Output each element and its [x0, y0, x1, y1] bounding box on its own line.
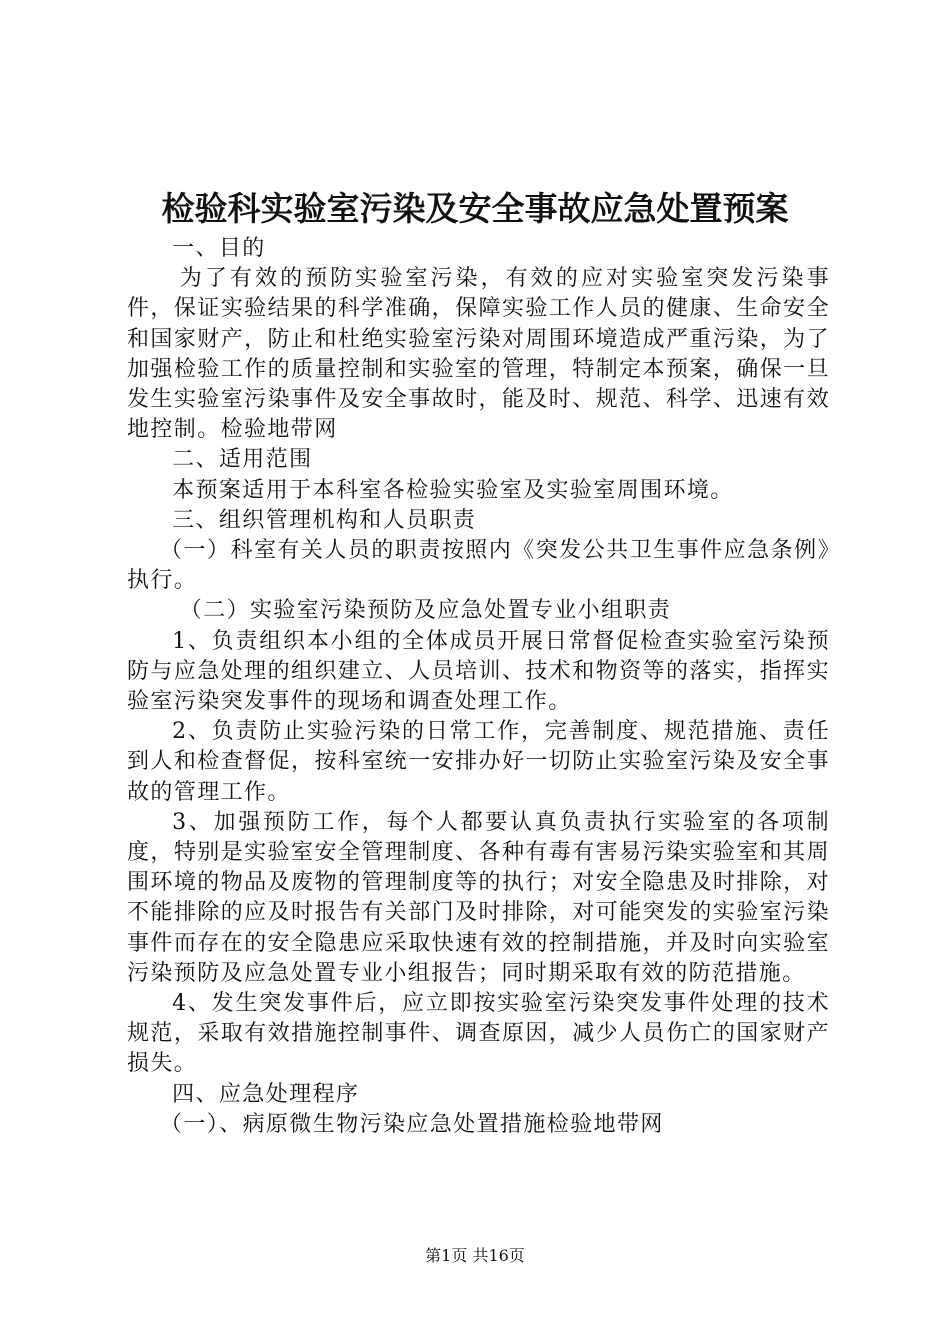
- paragraph-procedure-item-1: （一）、病原微生物污染应急处置措施检验地带网: [160, 1111, 664, 1137]
- section-heading-purpose: 一、目的: [172, 236, 266, 261]
- paragraph-duty-1: 1、负责组织本小组的全体成员开展日常督促检查实验室污染预防与应急处理的组织建立、人员培训、技术和物资等的落实，指挥实验室污染突发事件的现场和调查处理工作。: [127, 628, 830, 715]
- paragraph-scope: 本预案适用于本科室各检验实验室及实验室周围环境。: [172, 477, 734, 503]
- paragraph-purpose: 为了有效的预防实验室污染，有效的应对实验室突发污染事件，保证实验结果的科学准确，保障实验工作人员的健康、生命安全和国家财产，防止和杜绝实验室污染对周围环境造成严重污染，为了加强检验工作的质量控制和实验室的管理，特制定本预案，确保一旦发生实验室污染事件及安全事故时，能及时、规范、科学、迅速有效地控制。检验地带网: [127, 266, 830, 443]
- paragraph-duty-2: 2、负责防止实验污染的日常工作，完善制度、规范措施、责任到人和检查督促，按科室统一安排办好一切防止实验室污染及安全事故的管理工作。: [127, 719, 830, 805]
- paragraph-org-item-2: （二）实验室污染预防及应急处置专业小组职责: [179, 598, 672, 624]
- document-body: [127, 234, 830, 1140]
- section-heading-procedure: 四、应急处理程序: [172, 1081, 360, 1107]
- section-heading-organization: 三、组织管理机构和人员职责: [172, 507, 477, 533]
- paragraph-duty-3: 3、加强预防工作，每个人都要认真负责执行实验室的各项制度，特别是实验室安全管理制度、各种有毒有害易污染实验室和其周围环境的物品及废物的管理制度等的执行；对安全隐患及时排除，对不能排除的应及时报告有关部门及时排除，对可能突发的实验室污染事件而存在的安全隐患应采取快速有效的控制措施，并及时向实验室污染预防及应急处置专业小组报告；同时期采取有效的防范措施。: [127, 809, 830, 986]
- document-title: 检验科实验室污染及安全事故应急处置预案: [161, 189, 789, 228]
- page-number-footer: 第1页 共16页: [425, 1246, 525, 1265]
- paragraph-org-item-1: （一）科室有关人员的职责按照内《突发公共卫生事件应急条例》执行。: [127, 538, 830, 594]
- section-heading-scope: 二、适用范围: [172, 447, 313, 473]
- paragraph-duty-4: 4、发生突发事件后，应立即按实验室污染突发事件处理的技术规范，采取有效措施控制事件、调查原因，减少人员伤亡的国家财产损失。: [127, 991, 830, 1077]
